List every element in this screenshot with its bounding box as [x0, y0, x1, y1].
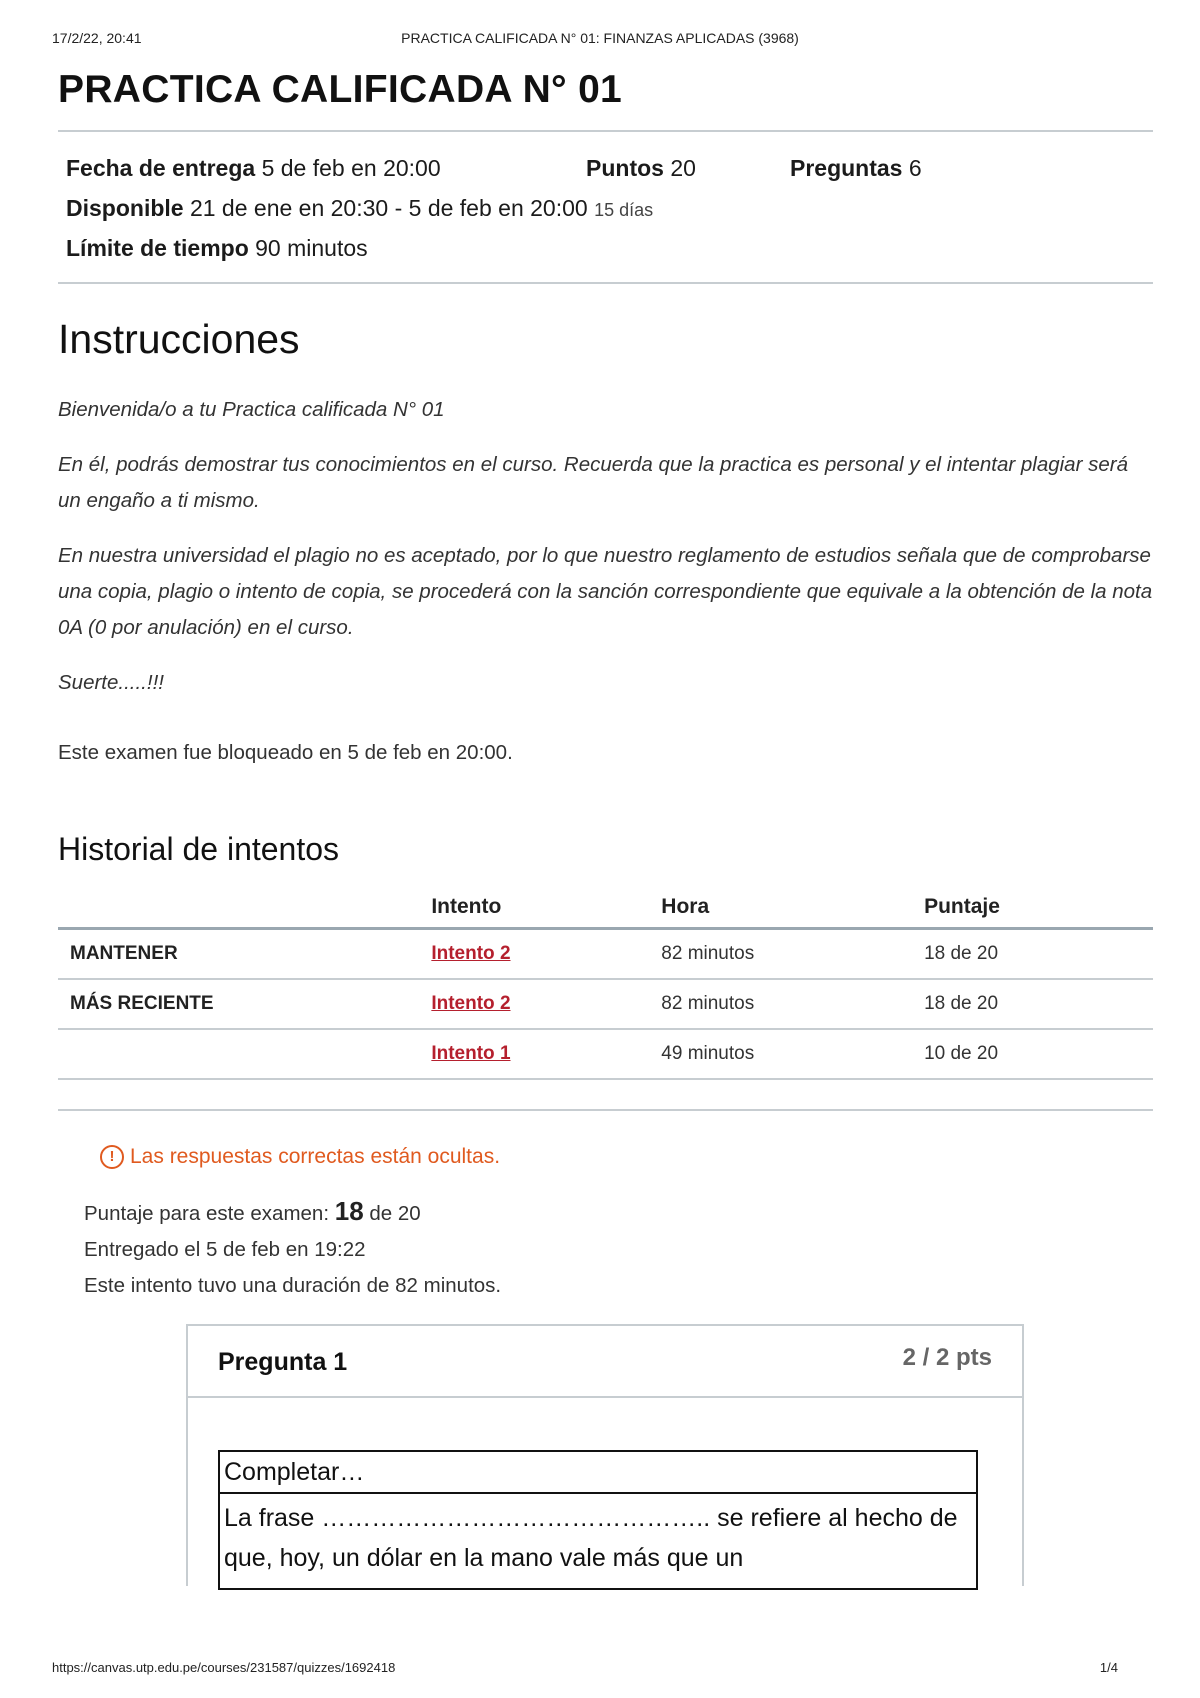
questions-label: Preguntas	[790, 155, 903, 181]
question-line-2: La frase ……………………………………….. se refiere al hecho de que, hoy, un dólar en la mano vale más que un	[224, 1504, 958, 1572]
attempt-score: 10 de 20	[912, 1029, 1153, 1079]
question-line-1: Completar…	[220, 1452, 976, 1494]
attempt-time: 82 minutos	[649, 979, 912, 1029]
score-label: Puntaje para este examen:	[84, 1202, 330, 1225]
score-info	[84, 1193, 1153, 1304]
score-total: de 20	[369, 1202, 421, 1225]
table-header-row	[58, 885, 1153, 929]
quiz-content	[58, 62, 1153, 1586]
column-header: Hora	[649, 885, 912, 929]
attempt-status: MÁS RECIENTE	[58, 979, 419, 1029]
time-limit-label: Límite de tiempo	[66, 235, 249, 261]
details-row-1	[66, 148, 1153, 188]
question-header	[188, 1326, 1022, 1398]
page-title: PRACTICA CALIFICADA N° 01	[58, 68, 623, 111]
instructions-heading: Instrucciones	[58, 316, 300, 362]
attempt-link[interactable]: Intento 1	[431, 1043, 511, 1064]
score-line	[84, 1193, 1153, 1232]
page-number: 1/4	[1099, 1660, 1118, 1675]
locked-notice: Este examen fue bloqueado en 5 de feb en 20:00.	[58, 741, 513, 764]
question-card	[186, 1324, 1024, 1586]
attempt-score: 18 de 20	[912, 929, 1153, 980]
hidden-answers-notice	[100, 1145, 1153, 1169]
time-limit-value: 90 minutos	[255, 235, 368, 261]
quiz-details	[58, 132, 1153, 282]
attempt-status	[58, 1029, 419, 1079]
print-date: 17/2/22, 20:41	[52, 30, 142, 46]
questions-info	[790, 148, 922, 188]
divider	[58, 282, 1153, 284]
points-info	[586, 148, 696, 188]
score-value: 18	[334, 1196, 364, 1226]
question-text-table	[218, 1450, 978, 1590]
submitted-text: Entregado el 5 de feb en 19:22	[84, 1238, 366, 1261]
available-value: 21 de ene en 20:30 - 5 de feb en 20:00	[189, 195, 588, 221]
question-title: Pregunta 1	[218, 1348, 348, 1376]
due-label: Fecha de entrega	[66, 155, 256, 181]
instructions-paragraph: Suerte.....!!!	[58, 671, 164, 694]
details-row-3	[66, 228, 1153, 268]
instructions-paragraph: En nuestra universidad el plagio no es aceptado, por lo que nuestro reglamento de estudios señala que de comprobarse una copia, plagio o intento de copia, se procederá con la sanción correspondiente que equivale a la obtención de la nota 0A (0 por anulación) en el curso.	[58, 544, 1153, 639]
attempt-status: MANTENER	[58, 929, 419, 980]
question-points: 2 / 2 pts	[902, 1344, 992, 1371]
divider	[58, 1109, 1153, 1111]
available-days: 15 días	[594, 200, 654, 220]
warning-icon: !	[100, 1145, 124, 1169]
attempt-time: 49 minutos	[649, 1029, 912, 1079]
column-header: Puntaje	[912, 885, 1153, 929]
hidden-answers-text: Las respuestas correctas están ocultas.	[130, 1145, 501, 1168]
instructions-paragraph: En él, podrás demostrar tus conocimientos en el curso. Recuerda que la practica es personal y el intentar plagiar será un engaño a ti mismo.	[58, 453, 1128, 512]
attempts-table	[58, 885, 1153, 1080]
table-row	[58, 929, 1153, 980]
duration-text: Este intento tuvo una duración de 82 minutos.	[84, 1274, 502, 1297]
column-header: Intento	[419, 885, 649, 929]
print-title: PRACTICA CALIFICADA N° 01: FINANZAS APLICADAS (3968)	[401, 30, 799, 46]
column-header	[58, 885, 419, 929]
attempt-time: 82 minutos	[649, 929, 912, 980]
history-heading: Historial de intentos	[58, 831, 340, 867]
available-label: Disponible	[66, 195, 184, 221]
table-row	[58, 1029, 1153, 1079]
attempt-link[interactable]: Intento 2	[431, 943, 511, 964]
due-value: 5 de feb en 20:00	[261, 155, 441, 181]
points-value: 20	[670, 155, 696, 181]
instructions-body	[58, 392, 1153, 701]
questions-value: 6	[908, 155, 922, 181]
details-row-2	[66, 188, 1153, 228]
table-row	[58, 979, 1153, 1029]
print-url: https://canvas.utp.edu.pe/courses/231587/quizzes/1692418	[52, 1660, 396, 1675]
attempt-score: 18 de 20	[912, 979, 1153, 1029]
attempt-link[interactable]: Intento 2	[431, 993, 511, 1014]
instructions-paragraph: Bienvenida/o a tu Practica calificada N° 01	[58, 398, 445, 421]
points-label: Puntos	[586, 155, 664, 181]
